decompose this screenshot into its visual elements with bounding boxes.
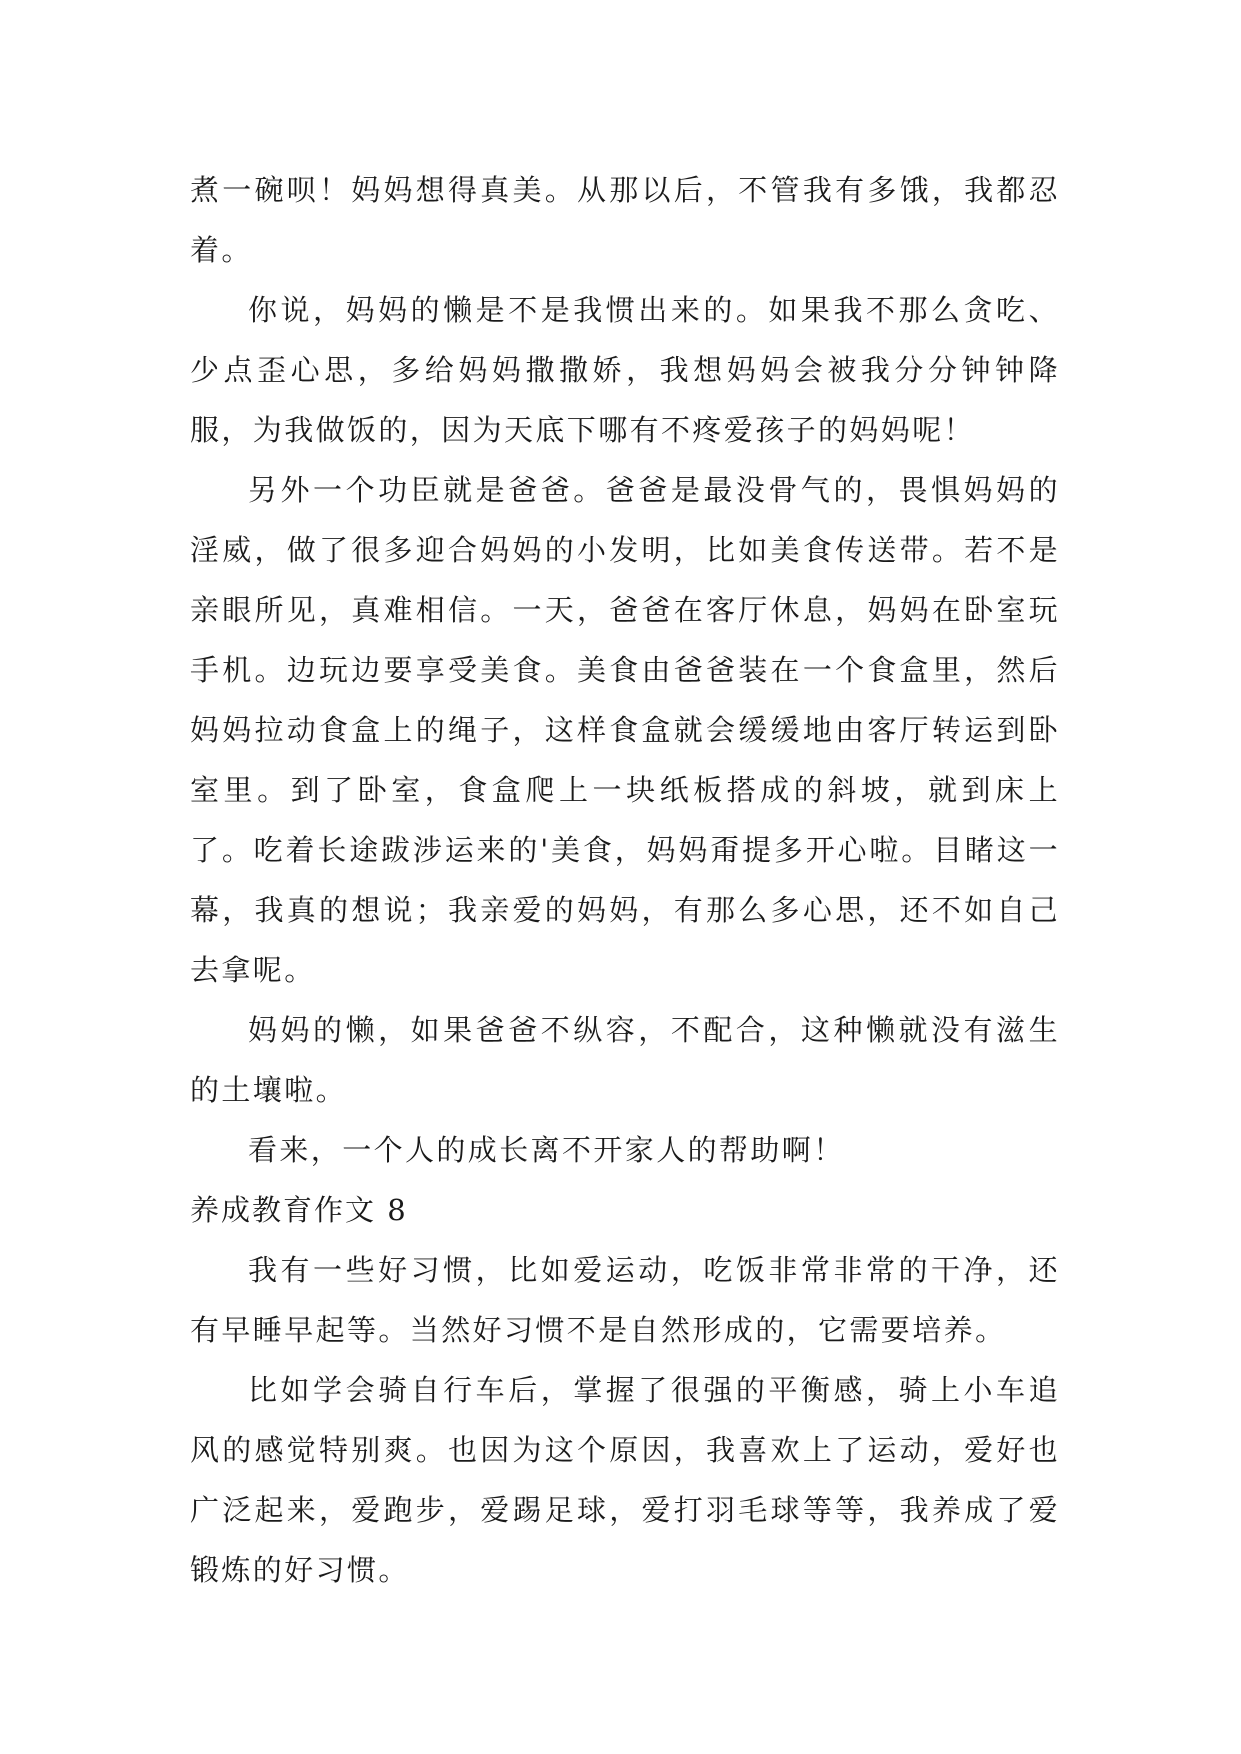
document-body	[190, 160, 1060, 1600]
paragraph-continued: 煮一碗呗！妈妈想得真美。从那以后，不管我有多饿，我都忍着。	[190, 173, 1060, 267]
paragraph: 比如学会骑自行车后，掌握了很强的平衡感，骑上小车追风的感觉特别爽。也因为这个原因，我喜欢上了运动，爱好也广泛起来，爱跑步，爱踢足球，爱打羽毛球等等，我养成了爱锻炼的好习惯。	[190, 1373, 1060, 1587]
paragraph: 妈妈的懒，如果爸爸不纵容，不配合，这种懒就没有滋生的土壤啦。	[190, 1013, 1060, 1107]
paragraph: 看来，一个人的成长离不开家人的帮助啊！	[248, 1133, 845, 1167]
paragraph: 另外一个功臣就是爸爸。爸爸是最没骨气的，畏惧妈妈的淫威，做了很多迎合妈妈的小发明，比如美食传送带。若不是亲眼所见，真难相信。一天，爸爸在客厅休息，妈妈在卧室玩手机。边玩边要享受美食。美食由爸爸装在一个食盒里，然后妈妈拉动食盒上的绳子，这样食盒就会缓缓地由客厅转运到卧室里。到了卧室，食盒爬上一块纸板搭成的斜坡，就到床上了。吃着长途跋涉运来的'美食，妈妈甭提多开心啦。目睹这一幕，我真的想说；我亲爱的妈妈，有那么多心思，还不如自己去拿呢。	[190, 473, 1060, 987]
paragraph: 你说，妈妈的懒是不是我惯出来的。如果我不那么贪吃、少点歪心思，多给妈妈撒撒娇，我想妈妈会被我分分钟钟降服，为我做饭的，因为天底下哪有不疼爱孩子的妈妈呢！	[190, 293, 1060, 447]
section-title: 养成教育作文 8	[190, 1193, 408, 1227]
paragraph: 我有一些好习惯，比如爱运动，吃饭非常非常的干净，还有早睡早起等。当然好习惯不是自然形成的，它需要培养。	[190, 1253, 1060, 1347]
